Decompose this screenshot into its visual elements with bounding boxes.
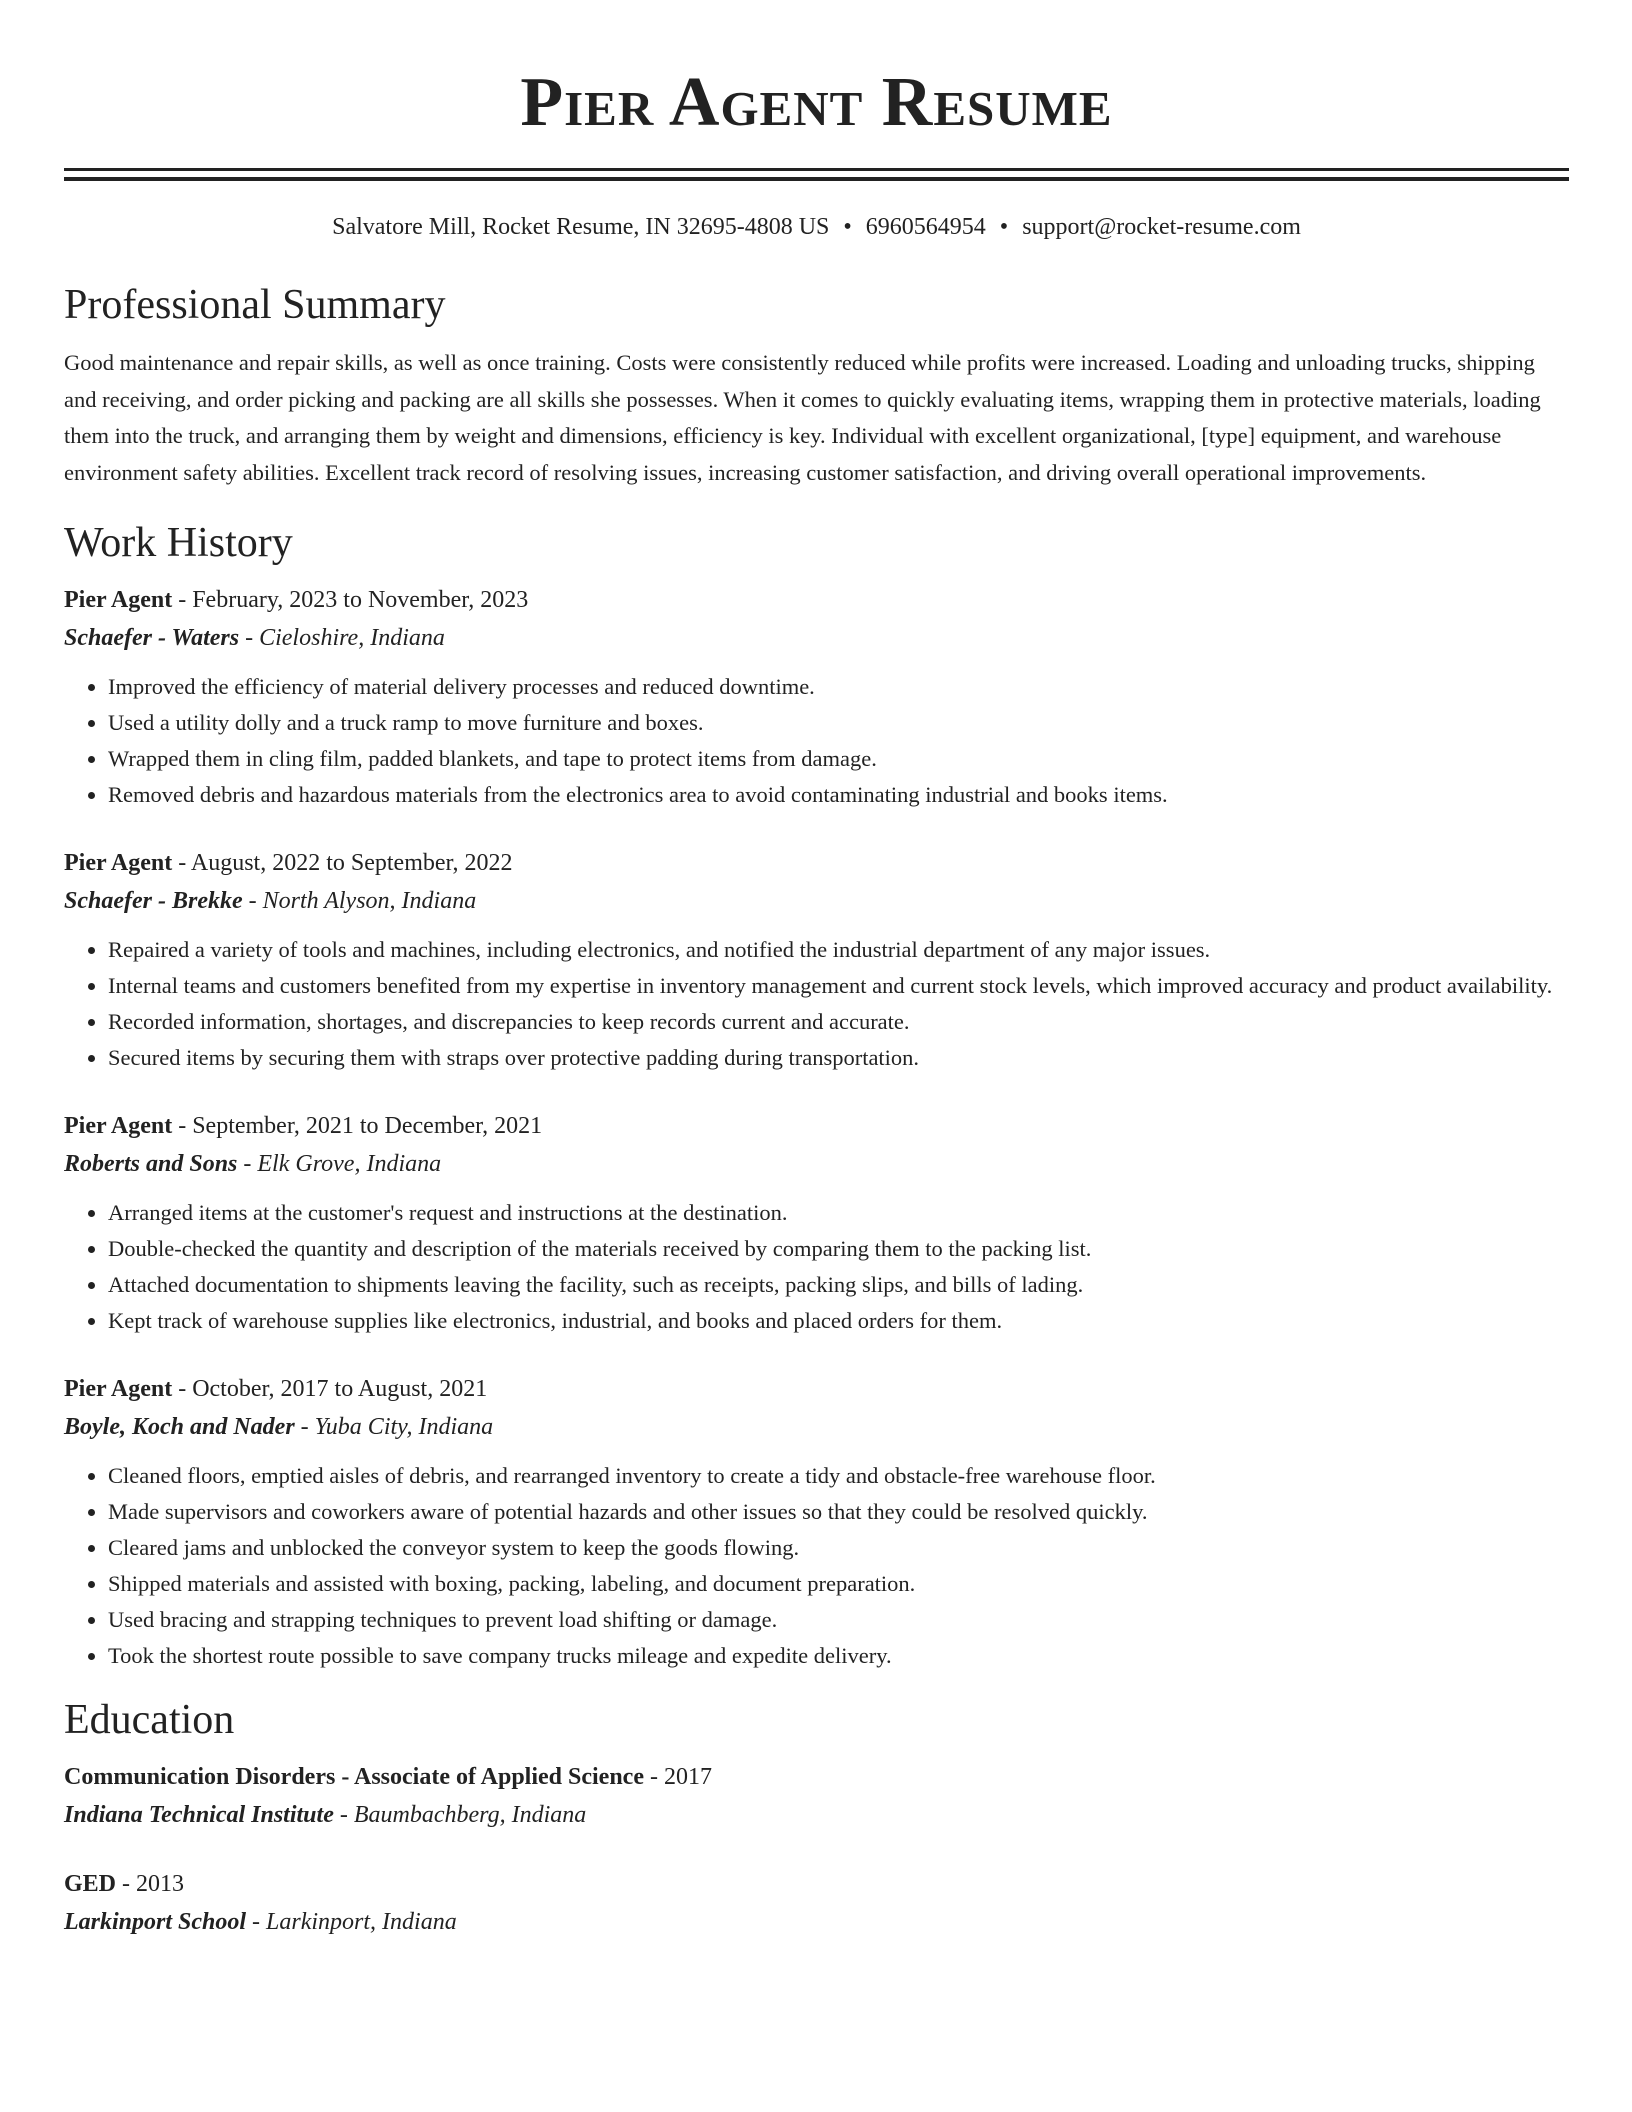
job-bullet: • Wrapped them in cling film, padded blankets, and tape to protect items from damage. <box>108 741 1569 777</box>
education-school: Indiana Technical Institute <box>64 1802 334 1828</box>
job-title-line <box>64 844 1569 882</box>
job-company: Boyle, Koch and Nader <box>64 1414 295 1440</box>
job-title-line <box>64 1370 1569 1408</box>
job-company: Roberts and Sons <box>64 1151 238 1177</box>
education-heading: Education <box>64 1697 235 1743</box>
job-title: Pier Agent <box>64 1113 173 1139</box>
job-bullets <box>64 1195 1569 1339</box>
education-school-line <box>64 1796 1569 1834</box>
education-entry <box>64 1865 1569 1941</box>
job-bullet: • Attached documentation to shipments leaving the facility, such as receipts, packing slips, and bills of lading. <box>108 1267 1569 1303</box>
job-bullet: • Removed debris and hazardous materials from the electronics area to avoid contaminating industrial and books items. <box>108 777 1569 813</box>
summary-text: Good maintenance and repair skills, as well as once training. Costs were consistently reduced while profits were increased. Loading and unloading trucks, shipping and receiving, and order picking and packing are all skills she possesses. When it comes to quickly evaluating items, wrapping them in protective materials, loading them into the truck, and arranging them by weight and dimensions, efficiency is key. Individual with excellent organizational, [type] equipment, and warehouse environment safety abilities. Excellent track record of resolving issues, increasing customer satisfaction, and driving overall operational improvements. <box>64 350 1541 485</box>
contact-separator: • <box>843 214 852 240</box>
job-location: - North Alyson, Indiana <box>242 888 477 914</box>
title-rule-top <box>64 168 1569 171</box>
job-company-line <box>64 619 1569 657</box>
job-bullets <box>64 669 1569 813</box>
education-school: Larkinport School <box>64 1909 247 1935</box>
job-bullet: • Shipped materials and assisted with boxing, packing, labeling, and document preparation. <box>108 1566 1569 1602</box>
job-company-line <box>64 882 1569 920</box>
job-entry <box>64 581 1569 813</box>
job-bullet: • Used bracing and strapping techniques to prevent load shifting or damage. <box>108 1602 1569 1638</box>
job-title-line <box>64 1107 1569 1145</box>
summary-heading: Professional Summary <box>64 282 446 328</box>
education-school-line <box>64 1903 1569 1941</box>
job-bullet: • Double-checked the quantity and description of the materials received by comparing them to the packing list. <box>108 1231 1569 1267</box>
job-bullet: • Internal teams and customers benefited from my expertise in inventory management and current stock levels, which improved accuracy and product availability. <box>108 968 1569 1004</box>
education-location: - Larkinport, Indiana <box>246 1909 457 1935</box>
job-dates: - September, 2021 to December, 2021 <box>172 1113 543 1139</box>
job-title: Pier Agent <box>64 850 173 876</box>
education-year: - 2013 <box>116 1871 185 1897</box>
education-degree-line <box>64 1758 1569 1796</box>
contact-address: Salvatore Mill, Rocket Resume, IN 32695-4808 US <box>332 214 830 240</box>
job-bullet: • Recorded information, shortages, and discrepancies to keep records current and accurate. <box>108 1004 1569 1040</box>
job-entry <box>64 1107 1569 1339</box>
education-location: - Baumbachberg, Indiana <box>333 1802 587 1828</box>
education-degree-line <box>64 1865 1569 1903</box>
education-entry <box>64 1758 1569 1834</box>
job-bullets <box>64 1458 1569 1674</box>
job-entry <box>64 1370 1569 1674</box>
contact-separator: • <box>999 214 1009 240</box>
job-company: Schaefer - Waters <box>64 625 240 651</box>
job-company-line <box>64 1145 1569 1183</box>
title-rule-bottom <box>64 177 1569 181</box>
job-title: Pier Agent <box>64 1376 173 1402</box>
job-entry <box>64 844 1569 1076</box>
job-title: Pier Agent <box>64 587 173 613</box>
job-bullet: • Took the shortest route possible to save company trucks mileage and expedite delivery. <box>108 1638 1569 1674</box>
contact-line <box>64 211 1569 243</box>
education-degree: GED <box>64 1871 117 1897</box>
education-degree: Communication Disorders - Associate of Applied Science <box>64 1764 644 1790</box>
job-company-line <box>64 1408 1569 1446</box>
job-bullet: • Cleared jams and unblocked the conveyor system to keep the goods flowing. <box>108 1530 1569 1566</box>
job-bullets <box>64 932 1569 1076</box>
job-bullet: • Used a utility dolly and a truck ramp to move furniture and boxes. <box>108 705 1569 741</box>
job-location: - Elk Grove, Indiana <box>237 1151 442 1177</box>
education-year: - 2017 <box>643 1764 712 1790</box>
job-bullet: • Cleaned floors, emptied aisles of debris, and rearranged inventory to create a tidy and obstacle-free warehouse floor. <box>108 1458 1569 1494</box>
job-title-line <box>64 581 1569 619</box>
contact-phone: 6960564954 <box>865 214 986 240</box>
job-bullet: • Secured items by securing them with straps over protective padding during transportation. <box>108 1040 1569 1076</box>
job-company: Schaefer - Brekke <box>64 888 243 914</box>
resume-page <box>64 0 1569 1941</box>
job-bullet: • Kept track of warehouse supplies like electronics, industrial, and books and placed orders for them. <box>108 1303 1569 1339</box>
job-location: - Cieloshire, Indiana <box>239 625 445 651</box>
job-dates: - August, 2022 to September, 2022 <box>172 850 513 876</box>
job-bullet: • Made supervisors and coworkers aware of potential hazards and other issues so that they could be resolved quickly. <box>108 1494 1569 1530</box>
job-bullet: • Arranged items at the customer's request and instructions at the destination. <box>108 1195 1569 1231</box>
contact-email: support@rocket-resume.com <box>1022 214 1301 240</box>
job-bullet: • Repaired a variety of tools and machines, including electronics, and notified the industrial department of any major issues. <box>108 932 1569 968</box>
job-bullet: • Improved the efficiency of material delivery processes and reduced downtime. <box>108 669 1569 705</box>
job-dates: - October, 2017 to August, 2021 <box>172 1376 488 1402</box>
work-history-heading: Work History <box>64 520 293 566</box>
job-location: - Yuba City, Indiana <box>294 1414 494 1440</box>
resume-title: Pier Agent Resume <box>520 64 1113 141</box>
job-dates: - February, 2023 to November, 2023 <box>172 587 529 613</box>
